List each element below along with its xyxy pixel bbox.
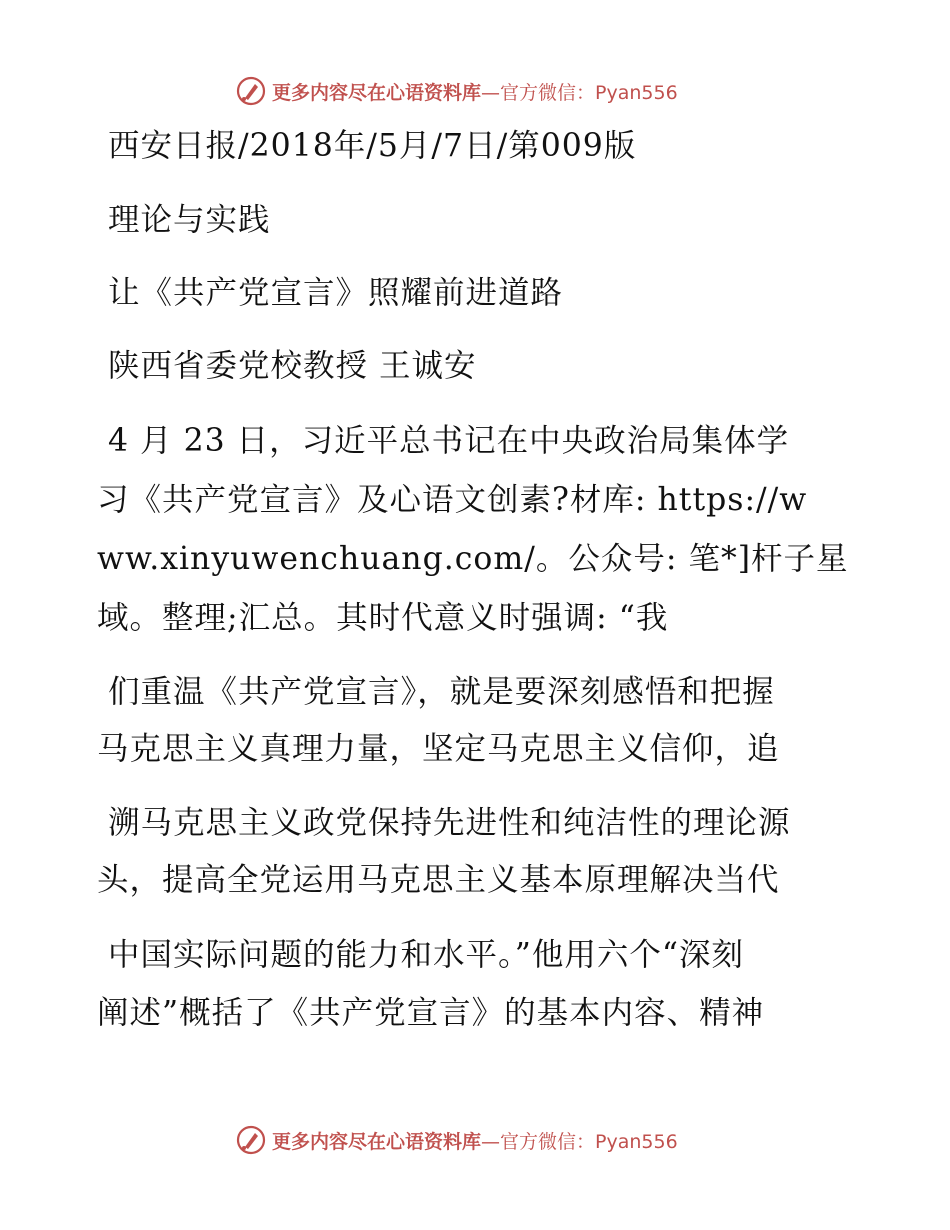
banner-wechat-id: Pyan556 bbox=[595, 1130, 678, 1153]
body-line: 域。整理;汇总。其时代意义时强调: “我 bbox=[97, 600, 669, 636]
banner-wechat-label: 官方微信： bbox=[500, 1130, 596, 1153]
body-line: 马克思主义真理力量，坚定马克思主义信仰，追 bbox=[97, 731, 780, 767]
body-line: 4 月 23 日，习近平总书记在中央政治局集体学 bbox=[108, 423, 790, 459]
body-line: 阐述”概括了《共产党宣言》的基本内容、精神 bbox=[97, 995, 765, 1031]
banner-site-text: 更多内容尽在心语资料库 bbox=[272, 81, 482, 104]
pen-nib-logo-icon bbox=[236, 76, 266, 106]
banner-text bbox=[272, 78, 678, 105]
banner-text bbox=[272, 1127, 678, 1154]
banner-site-text: 更多内容尽在心语资料库 bbox=[272, 1130, 482, 1153]
body-line: 头，提高全党运用马克思主义基本原理解决当代 bbox=[97, 862, 780, 898]
article-title: 让《共产党宣言》照耀前进道路 bbox=[108, 275, 564, 311]
banner-separator: — bbox=[481, 81, 501, 104]
banner-wechat-label: 官方微信： bbox=[500, 81, 596, 104]
body-line: 习《共产党宣言》及心语文创素?材库: https://w bbox=[97, 482, 808, 518]
footer-watermark-banner bbox=[236, 1123, 678, 1157]
body-line: 中国实际问题的能力和水平。”他用六个“深刻 bbox=[108, 937, 744, 973]
body-line: ww.xinyuwenchuang.com/。公众号: 笔*]杆子星 bbox=[97, 541, 849, 577]
article-author: 陕西省委党校教授 王诚安 bbox=[108, 348, 477, 384]
article-source: 西安日报/2018年/5月/7日/第009版 bbox=[108, 128, 637, 164]
article-section: 理论与实践 bbox=[108, 202, 271, 238]
body-line: 们重温《共产党宣言》，就是要深刻感悟和把握 bbox=[108, 674, 775, 710]
banner-wechat-id: Pyan556 bbox=[595, 81, 678, 104]
pen-nib-logo-icon bbox=[236, 1125, 266, 1155]
body-line: 溯马克思主义政党保持先进性和纯洁性的理论源 bbox=[108, 805, 791, 841]
banner-separator: — bbox=[481, 1130, 501, 1153]
header-watermark-banner bbox=[236, 74, 678, 108]
